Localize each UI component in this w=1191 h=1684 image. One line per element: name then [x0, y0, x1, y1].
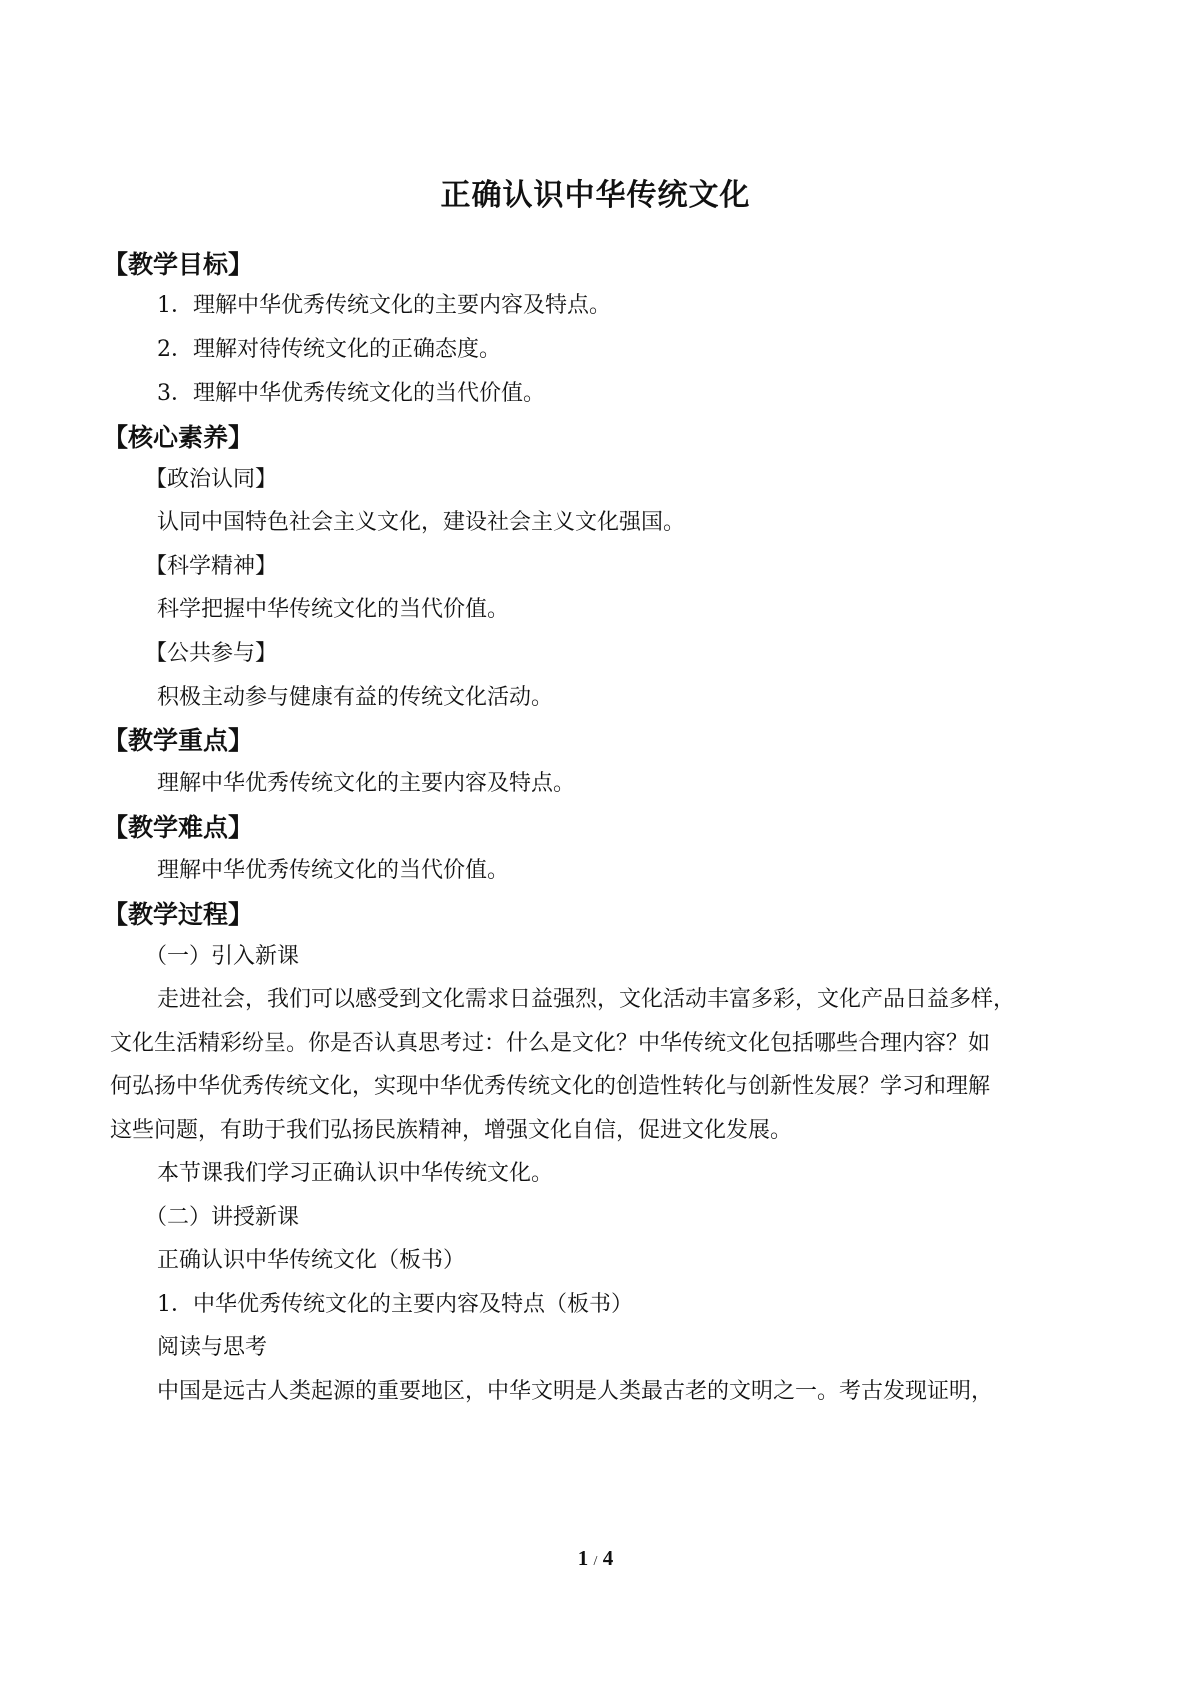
intro-paragraph-line-2: 文化生活精彩纷呈。你是否认真思考过：什么是文化？中华传统文化包括哪些合理内容？如: [110, 1031, 991, 1056]
page-number: [0, 1546, 1191, 1571]
goal-item-2: 2．理解对待传统文化的正确态度。: [157, 337, 501, 362]
lesson-statement: 本节课我们学习正确认识中华传统文化。: [157, 1161, 554, 1186]
board-title: 正确认识中华传统文化（板书）: [157, 1248, 466, 1273]
goal-item-3: 3．理解中华优秀传统文化的当代价值。: [157, 381, 545, 406]
document-title: 正确认识中华传统文化: [440, 178, 751, 213]
step-teach-new-lesson: （二）讲授新课: [145, 1205, 300, 1230]
page-total: 4: [602, 1546, 614, 1570]
text-political-identity: 认同中国特色社会主义文化，建设社会主义文化强国。: [157, 510, 686, 535]
text-difficulty: 理解中华优秀传统文化的当代价值。: [157, 858, 510, 883]
page-current: 1: [577, 1546, 589, 1570]
heading-core-literacy: 【核心素养】: [103, 423, 254, 452]
page-separator: /: [593, 1554, 598, 1569]
heading-difficulty: 【教学难点】: [103, 813, 254, 842]
board-point-1: 1．中华优秀传统文化的主要内容及特点（板书）: [157, 1292, 633, 1317]
goal-item-1: 1．理解中华优秀传统文化的主要内容及特点。: [157, 293, 611, 318]
text-public-participation: 积极主动参与健康有益的传统文化活动。: [157, 685, 554, 710]
text-scientific-spirit: 科学把握中华传统文化的当代价值。: [157, 597, 510, 622]
heading-teaching-goals: 【教学目标】: [103, 250, 254, 279]
text-key-point: 理解中华优秀传统文化的主要内容及特点。: [157, 771, 576, 796]
intro-paragraph-line-4: 这些问题，有助于我们弘扬民族精神，增强文化自信，促进文化发展。: [110, 1118, 793, 1143]
label-scientific-spirit: 【科学精神】: [145, 554, 278, 579]
step-introduce-lesson: （一）引入新课: [145, 944, 300, 969]
heading-teaching-process: 【教学过程】: [103, 900, 254, 929]
reading-label: 阅读与思考: [157, 1335, 268, 1360]
intro-paragraph-line-3: 何弘扬中华优秀传统文化，实现中华优秀传统文化的创造性转化与创新性发展？学习和理解: [110, 1074, 991, 1099]
label-public-participation: 【公共参与】: [145, 641, 278, 666]
label-political-identity: 【政治认同】: [145, 467, 278, 492]
heading-key-point: 【教学重点】: [103, 726, 254, 755]
reading-text: 中国是远古人类起源的重要地区，中华文明是人类最古老的文明之一。考古发现证明，: [157, 1379, 994, 1404]
intro-paragraph-line-1: 走进社会，我们可以感受到文化需求日益强烈，文化活动丰富多彩，文化产品日益多样，: [157, 987, 1016, 1012]
